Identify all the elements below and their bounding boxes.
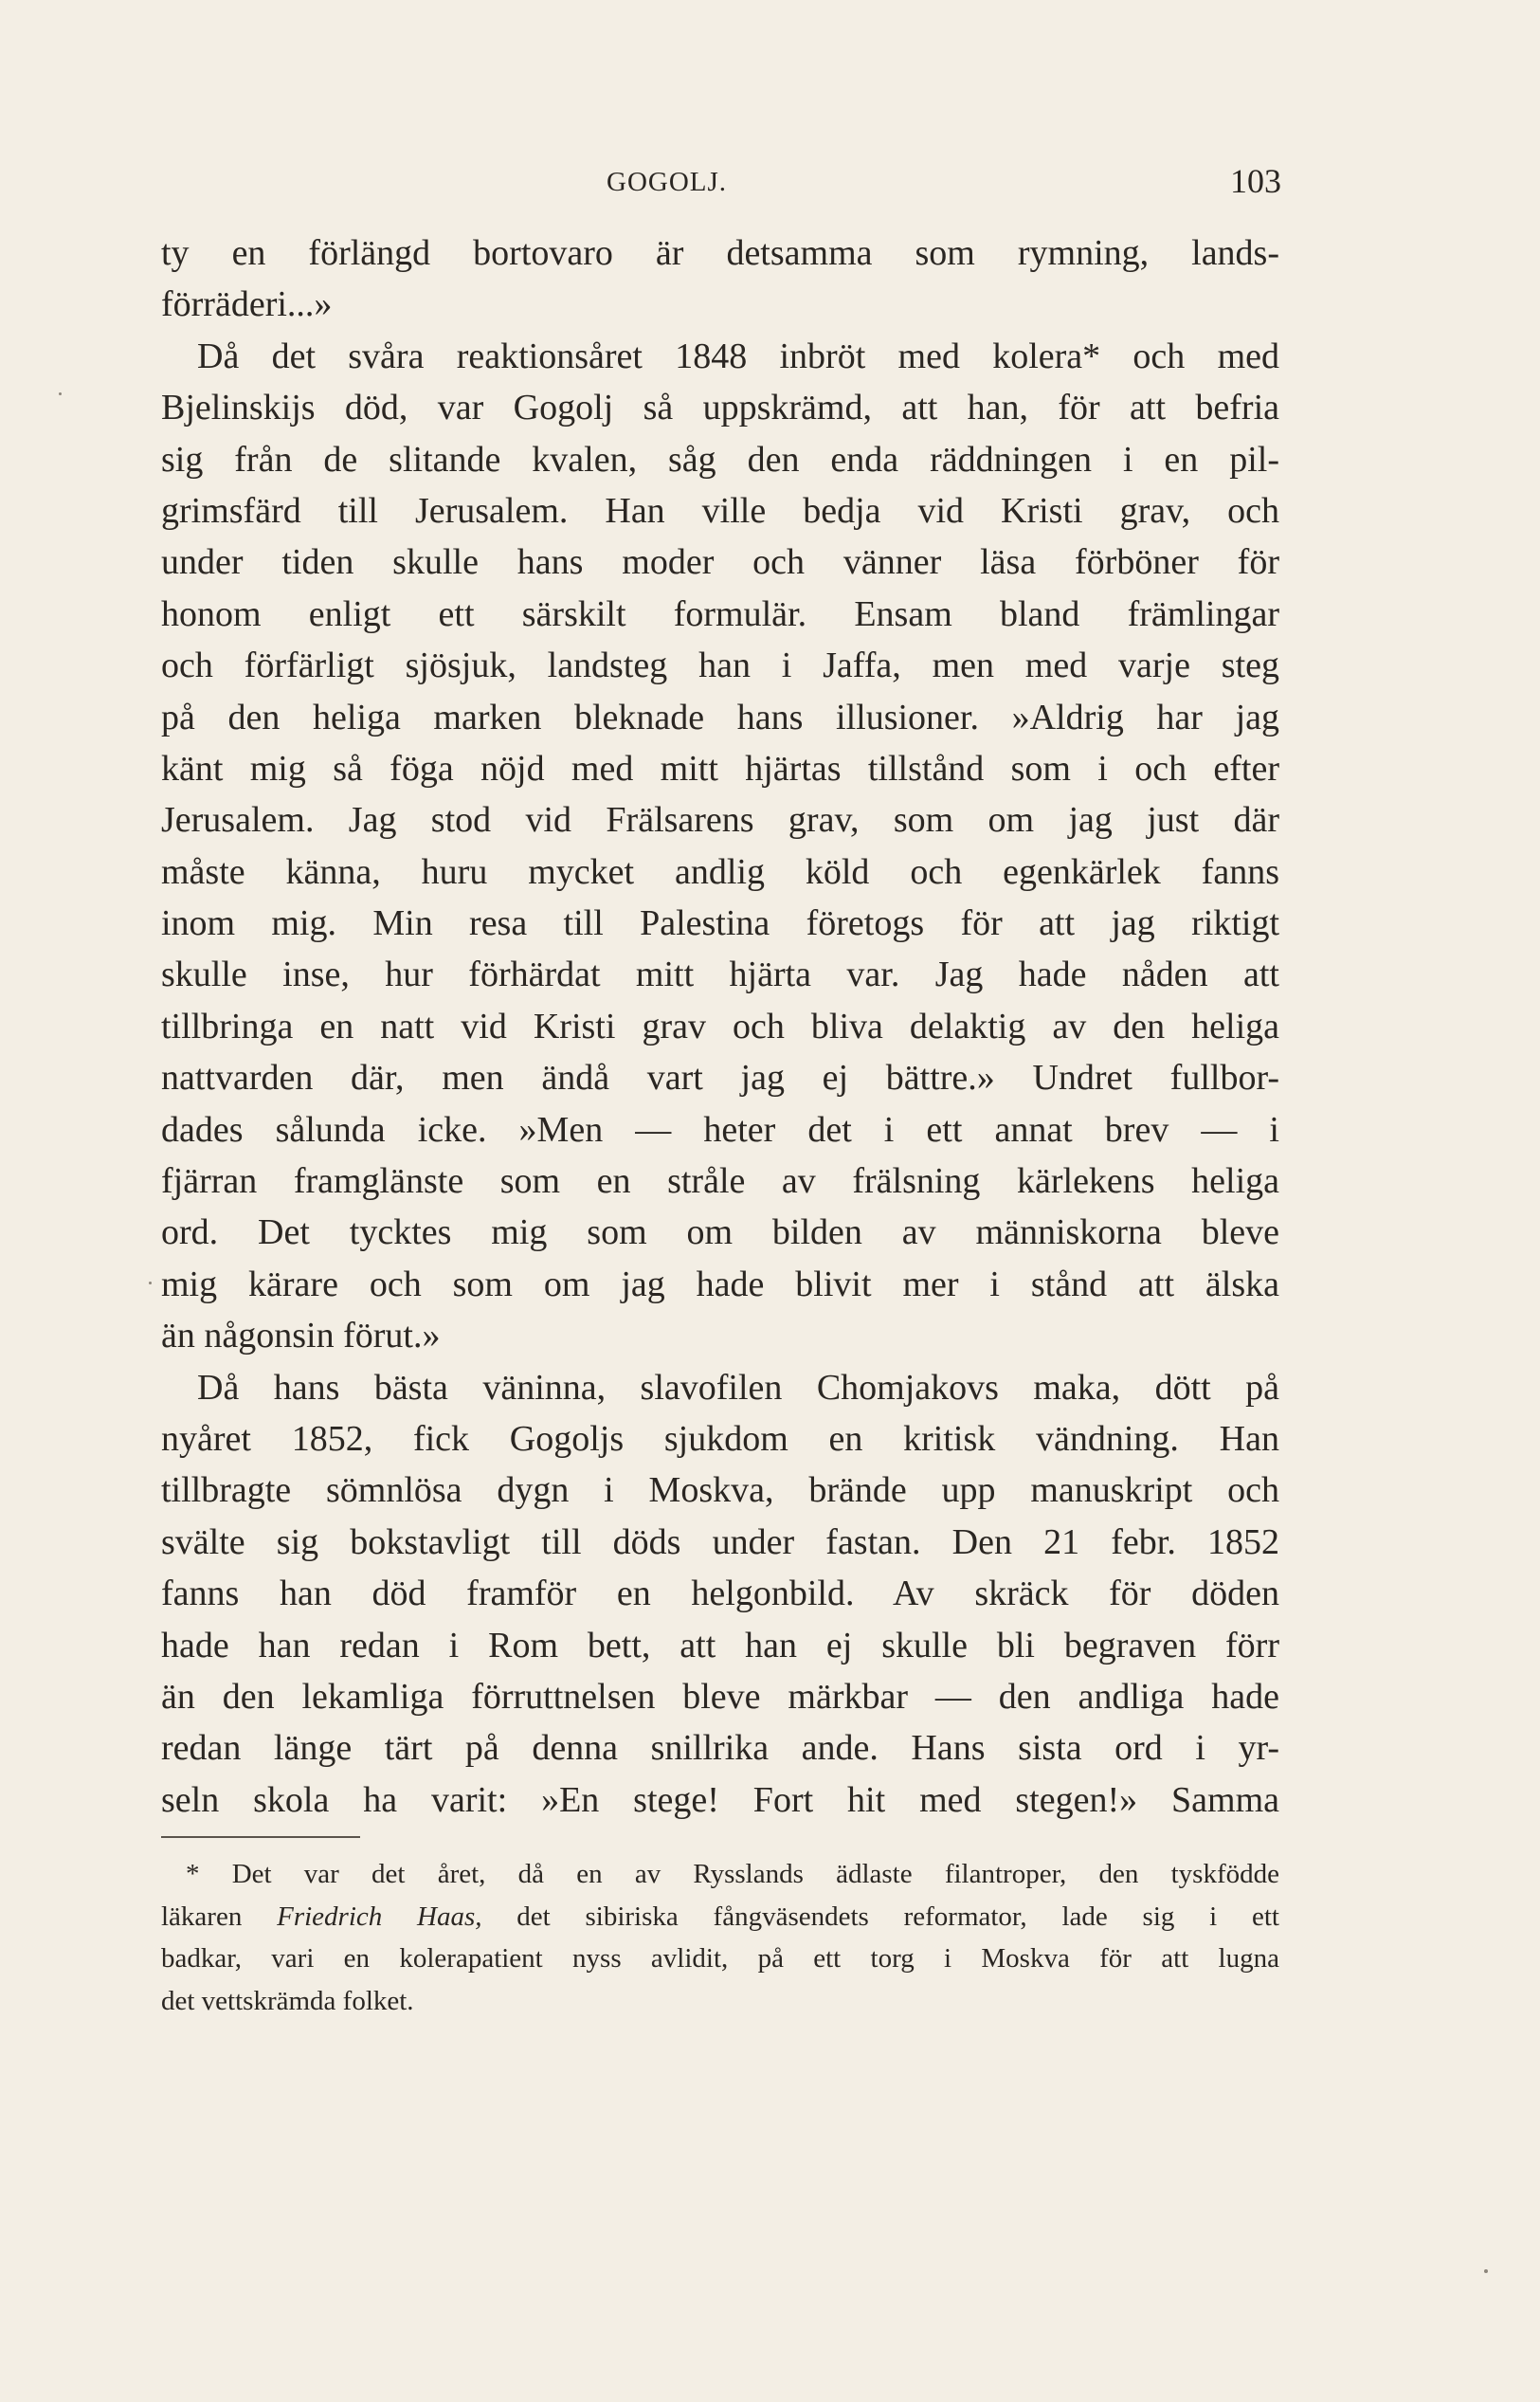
footnote (161, 1853, 1279, 2022)
text-line: dades sålunda icke. »Men — heter det i ett annat brev — i (161, 1109, 1279, 1150)
body-text (161, 227, 1279, 1826)
text-line: på den heliga marken bleknade hans illusioner. »Aldrig har jag (161, 697, 1279, 737)
text-line: tillbragte sömnlösa dygn i Moskva, brände upp manuskript och (161, 1470, 1279, 1511)
running-head: GOGOLJ. (607, 167, 728, 197)
page-header (161, 161, 1289, 209)
footnote-text: det sibiriska fångväsendets reformator, lade sig i ett (481, 1901, 1279, 1932)
text-line: fanns han död framför en helgonbild. Av skräck för döden (161, 1574, 1279, 1614)
footnote-line: badkar, vari en kolerapatient nyss avlidit, på ett torg i Moskva för att lugna (161, 1943, 1279, 1974)
text-line: fjärran framglänste som en stråle av frälsning kärlekens heliga (161, 1161, 1279, 1202)
text-line: sig från de slitande kvalen, såg den enda räddningen i en pil- (161, 439, 1279, 480)
footnote-person-name: Friedrich Haas, (277, 1901, 482, 1932)
text-line: måste känna, huru mycket andlig köld och egenkärlek fanns (161, 851, 1279, 892)
text-line: ty en förlängd bortovaro är detsamma som rymning, lands- (161, 233, 1279, 273)
text-line: än någonsin förut.» (161, 1316, 441, 1356)
text-line: än den lekamliga förruttnelsen bleve märkbar — den andliga hade (161, 1676, 1279, 1717)
text-line: hade han redan i Rom bett, att han ej skulle bli begraven förr (161, 1625, 1279, 1665)
text-line: skulle inse, hur förhärdat mitt hjärta var. Jag hade nåden att (161, 955, 1279, 995)
text-line: Då det svåra reaktionsåret 1848 inbröt med kolera* och med (197, 336, 1279, 376)
text-line: Bjelinskijs död, var Gogolj så uppskrämd, att han, för att befria (161, 388, 1279, 428)
text-line: Då hans bästa väninna, slavofilen Chomjakovs maka, dött på (197, 1367, 1279, 1408)
paper-speck (59, 392, 62, 395)
text-line: och förfärligt sjösjuk, landsteg han i Jaffa, men med varje steg (161, 646, 1279, 686)
footnote-divider (161, 1836, 360, 1838)
text-line: ord. Det tycktes mig som om bilden av människorna bleve (161, 1212, 1279, 1253)
text-line: nattvarden där, men ändå vart jag ej bättre.» Undret fullbor- (161, 1058, 1279, 1099)
text-line: nyåret 1852, fick Gogoljs sjukdom en kritisk vändning. Han (161, 1418, 1279, 1459)
page-number: 103 (1230, 162, 1281, 200)
text-line: känt mig så föga nöjd med mitt hjärtas tillstånd som i och efter (161, 748, 1279, 789)
text-line: grimsfärd till Jerusalem. Han ville bedja vid Kristi grav, och (161, 490, 1279, 531)
text-line: seln skola ha varit: »En stege! Fort hit med stegen!» Samma (161, 1779, 1279, 1820)
text-line: inom mig. Min resa till Palestina företogs för att jag riktigt (161, 903, 1279, 944)
text-line: förräderi...» (161, 284, 333, 325)
paper-speck (149, 1282, 152, 1284)
text-line: redan länge tärt på denna snillrika ande. Hans sista ord i yr- (161, 1728, 1279, 1769)
paper-speck (1484, 2269, 1488, 2273)
text-line: svälte sig bokstavligt till döds under fastan. Den 21 febr. 1852 (161, 1521, 1279, 1562)
text-line: tillbringa en natt vid Kristi grav och bliva delaktig av den heliga (161, 1006, 1279, 1046)
text-line: mig kärare och som om jag hade blivit mer i stånd att älska (161, 1264, 1279, 1304)
text-line: honom enligt ett särskilt formulär. Ensam bland främlingar (161, 593, 1279, 634)
text-line: Jerusalem. Jag stod vid Frälsarens grav, som om jag just där (161, 800, 1279, 841)
footnote-line (161, 1896, 1279, 1938)
footnote-line: * Det var det året, då en av Rysslands ädlaste filantroper, den tyskfödde (186, 1859, 1279, 1889)
footnote-text: läkaren (161, 1901, 278, 1932)
text-line: under tiden skulle hans moder och vänner läsa förböner för (161, 542, 1279, 583)
footnote-line: det vettskrämda folket. (161, 1985, 414, 2016)
